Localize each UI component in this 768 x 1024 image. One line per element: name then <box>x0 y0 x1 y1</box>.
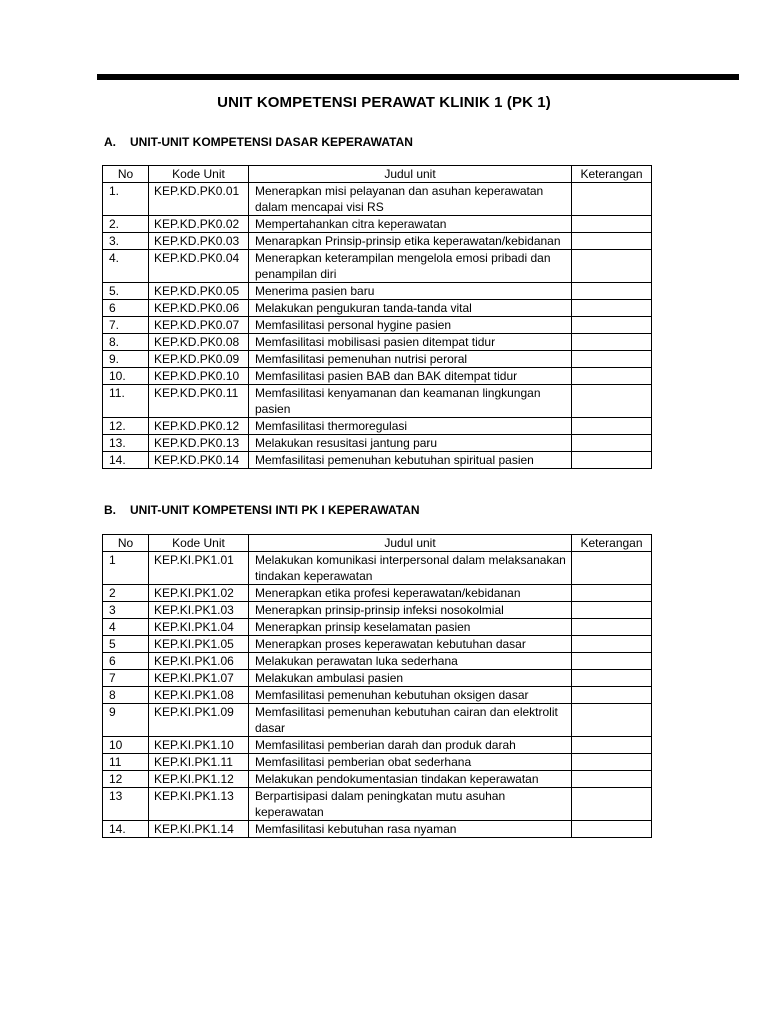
section-b-heading <box>104 503 420 517</box>
unit-title: Menerapkan misi pelayanan dan asuhan keperawatan dalam mencapai visi RS <box>249 183 572 216</box>
unit-code: KEP.KD.PK0.13 <box>149 435 249 452</box>
section-b-title: UNIT-UNIT KOMPETENSI INTI PK I KEPERAWATAN <box>130 503 420 517</box>
row-number: 3 <box>103 602 149 619</box>
unit-title: Memfasilitasi kebutuhan rasa nyaman <box>249 821 572 838</box>
document-title: UNIT KOMPETENSI PERAWAT KLINIK 1 (PK 1) <box>217 94 551 111</box>
table-row <box>103 821 652 838</box>
table-row <box>103 602 652 619</box>
competency-table-a <box>102 165 652 469</box>
top-rule <box>97 74 739 80</box>
unit-title: Memfasilitasi personal hygine pasien <box>249 317 572 334</box>
unit-title: Menerapkan prinsip keselamatan pasien <box>249 619 572 636</box>
unit-code: KEP.KI.PK1.02 <box>149 585 249 602</box>
table-row <box>103 754 652 771</box>
unit-code: KEP.KI.PK1.13 <box>149 788 249 821</box>
header-code: Kode Unit <box>149 535 249 552</box>
row-number: 10. <box>103 368 149 385</box>
unit-title: Menerapkan prinsip-prinsip infeksi nosokolmial <box>249 602 572 619</box>
unit-note <box>572 552 652 585</box>
header-title: Judul unit <box>249 535 572 552</box>
table-row <box>103 636 652 653</box>
unit-note <box>572 788 652 821</box>
row-number: 7. <box>103 317 149 334</box>
unit-code: KEP.KD.PK0.07 <box>149 317 249 334</box>
table-row <box>103 334 652 351</box>
unit-title: Memfasilitasi kenyamanan dan keamanan lingkungan pasien <box>249 385 572 418</box>
row-number: 12. <box>103 418 149 435</box>
table-row <box>103 452 652 469</box>
unit-note <box>572 183 652 216</box>
unit-note <box>572 368 652 385</box>
unit-note <box>572 821 652 838</box>
row-number: 5. <box>103 283 149 300</box>
row-number: 11. <box>103 385 149 418</box>
unit-code: KEP.KI.PK1.07 <box>149 670 249 687</box>
unit-note <box>572 317 652 334</box>
unit-note <box>572 737 652 754</box>
unit-code: KEP.KD.PK0.01 <box>149 183 249 216</box>
table-row <box>103 653 652 670</box>
section-b-letter: B. <box>104 503 116 517</box>
unit-code: KEP.KD.PK0.04 <box>149 250 249 283</box>
unit-code: KEP.KD.PK0.10 <box>149 368 249 385</box>
competency-table-b <box>102 534 652 838</box>
header-no: No <box>103 166 149 183</box>
unit-title: Melakukan ambulasi pasien <box>249 670 572 687</box>
table-row <box>103 368 652 385</box>
table-row <box>103 670 652 687</box>
unit-title: Menerima pasien baru <box>249 283 572 300</box>
row-number: 1. <box>103 183 149 216</box>
unit-note <box>572 704 652 737</box>
unit-note <box>572 216 652 233</box>
unit-title: Memfasilitasi mobilisasi pasien ditempat tidur <box>249 334 572 351</box>
row-number: 2. <box>103 216 149 233</box>
header-note: Keterangan <box>572 535 652 552</box>
unit-code: KEP.KD.PK0.05 <box>149 283 249 300</box>
table-row <box>103 250 652 283</box>
unit-code: KEP.KI.PK1.08 <box>149 687 249 704</box>
row-number: 10 <box>103 737 149 754</box>
row-number: 4 <box>103 619 149 636</box>
unit-title: Menerapkan etika profesi keperawatan/kebidanan <box>249 585 572 602</box>
unit-note <box>572 585 652 602</box>
table-row <box>103 233 652 250</box>
table-row <box>103 216 652 233</box>
table-row <box>103 300 652 317</box>
unit-code: KEP.KD.PK0.06 <box>149 300 249 317</box>
table-row <box>103 183 652 216</box>
row-number: 5 <box>103 636 149 653</box>
unit-note <box>572 300 652 317</box>
unit-title: Melakukan pengukuran tanda-tanda vital <box>249 300 572 317</box>
unit-code: KEP.KD.PK0.11 <box>149 385 249 418</box>
unit-note <box>572 687 652 704</box>
unit-title: Memfasilitasi pemenuhan kebutuhan spiritual pasien <box>249 452 572 469</box>
unit-title: Memfasilitasi pemberian obat sederhana <box>249 754 572 771</box>
header-title: Judul unit <box>249 166 572 183</box>
unit-note <box>572 435 652 452</box>
row-number: 8. <box>103 334 149 351</box>
unit-title: Memfasilitasi pemberian darah dan produk darah <box>249 737 572 754</box>
table-row <box>103 619 652 636</box>
unit-note <box>572 385 652 418</box>
unit-note <box>572 250 652 283</box>
row-number: 6 <box>103 653 149 670</box>
unit-title: Memfasilitasi thermoregulasi <box>249 418 572 435</box>
header-no: No <box>103 535 149 552</box>
table-row <box>103 283 652 300</box>
table-row <box>103 771 652 788</box>
table-header-row <box>103 166 652 183</box>
unit-title: Memfasilitasi pasien BAB dan BAK ditempat tidur <box>249 368 572 385</box>
unit-note <box>572 636 652 653</box>
unit-note <box>572 334 652 351</box>
unit-note <box>572 283 652 300</box>
unit-note <box>572 754 652 771</box>
row-number: 1 <box>103 552 149 585</box>
unit-title: Menerapkan proses keperawatan kebutuhan dasar <box>249 636 572 653</box>
row-number: 13. <box>103 435 149 452</box>
header-code: Kode Unit <box>149 166 249 183</box>
unit-code: KEP.KI.PK1.09 <box>149 704 249 737</box>
unit-note <box>572 619 652 636</box>
row-number: 9. <box>103 351 149 368</box>
unit-code: KEP.KI.PK1.05 <box>149 636 249 653</box>
unit-title: Berpartisipasi dalam peningkatan mutu asuhan keperawatan <box>249 788 572 821</box>
table-row <box>103 418 652 435</box>
unit-code: KEP.KD.PK0.08 <box>149 334 249 351</box>
unit-code: KEP.KD.PK0.03 <box>149 233 249 250</box>
header-note: Keterangan <box>572 166 652 183</box>
unit-title: Memfasilitasi pemenuhan kebutuhan oksigen dasar <box>249 687 572 704</box>
row-number: 14. <box>103 821 149 838</box>
unit-title: Memfasilitasi pemenuhan kebutuhan cairan dan elektrolit dasar <box>249 704 572 737</box>
unit-code: KEP.KI.PK1.14 <box>149 821 249 838</box>
table-a-body <box>103 183 652 469</box>
row-number: 13 <box>103 788 149 821</box>
unit-title: Melakukan resusitasi jantung paru <box>249 435 572 452</box>
row-number: 2 <box>103 585 149 602</box>
section-a-heading <box>104 135 413 149</box>
unit-note <box>572 653 652 670</box>
unit-code: KEP.KI.PK1.11 <box>149 754 249 771</box>
table-row <box>103 317 652 334</box>
row-number: 7 <box>103 670 149 687</box>
unit-code: KEP.KD.PK0.09 <box>149 351 249 368</box>
unit-title: Melakukan perawatan luka sederhana <box>249 653 572 670</box>
row-number: 14. <box>103 452 149 469</box>
table-row <box>103 737 652 754</box>
unit-title: Menerapkan keterampilan mengelola emosi pribadi dan penampilan diri <box>249 250 572 283</box>
table-row <box>103 351 652 368</box>
table-row <box>103 385 652 418</box>
unit-note <box>572 452 652 469</box>
unit-title: Menarapkan Prinsip-prinsip etika keperawatan/kebidanan <box>249 233 572 250</box>
row-number: 9 <box>103 704 149 737</box>
table-row <box>103 552 652 585</box>
unit-code: KEP.KD.PK0.02 <box>149 216 249 233</box>
unit-code: KEP.KI.PK1.01 <box>149 552 249 585</box>
row-number: 4. <box>103 250 149 283</box>
unit-code: KEP.KI.PK1.04 <box>149 619 249 636</box>
unit-note <box>572 233 652 250</box>
unit-title: Mempertahankan citra keperawatan <box>249 216 572 233</box>
table-row <box>103 585 652 602</box>
table-row <box>103 704 652 737</box>
section-a-title: UNIT-UNIT KOMPETENSI DASAR KEPERAWATAN <box>130 135 413 149</box>
row-number: 12 <box>103 771 149 788</box>
row-number: 3. <box>103 233 149 250</box>
unit-note <box>572 418 652 435</box>
unit-note <box>572 351 652 368</box>
table-row <box>103 687 652 704</box>
unit-note <box>572 602 652 619</box>
unit-note <box>572 670 652 687</box>
row-number: 6 <box>103 300 149 317</box>
unit-code: KEP.KI.PK1.12 <box>149 771 249 788</box>
unit-code: KEP.KI.PK1.03 <box>149 602 249 619</box>
unit-title: Melakukan komunikasi interpersonal dalam melaksanakan tindakan keperawatan <box>249 552 572 585</box>
table-row <box>103 788 652 821</box>
unit-code: KEP.KI.PK1.06 <box>149 653 249 670</box>
unit-code: KEP.KD.PK0.14 <box>149 452 249 469</box>
unit-code: KEP.KI.PK1.10 <box>149 737 249 754</box>
row-number: 11 <box>103 754 149 771</box>
unit-code: KEP.KD.PK0.12 <box>149 418 249 435</box>
table-b-body <box>103 552 652 838</box>
unit-title: Melakukan pendokumentasian tindakan keperawatan <box>249 771 572 788</box>
table-header-row <box>103 535 652 552</box>
unit-title: Memfasilitasi pemenuhan nutrisi peroral <box>249 351 572 368</box>
section-a-letter: A. <box>104 135 116 149</box>
row-number: 8 <box>103 687 149 704</box>
unit-note <box>572 771 652 788</box>
table-row <box>103 435 652 452</box>
